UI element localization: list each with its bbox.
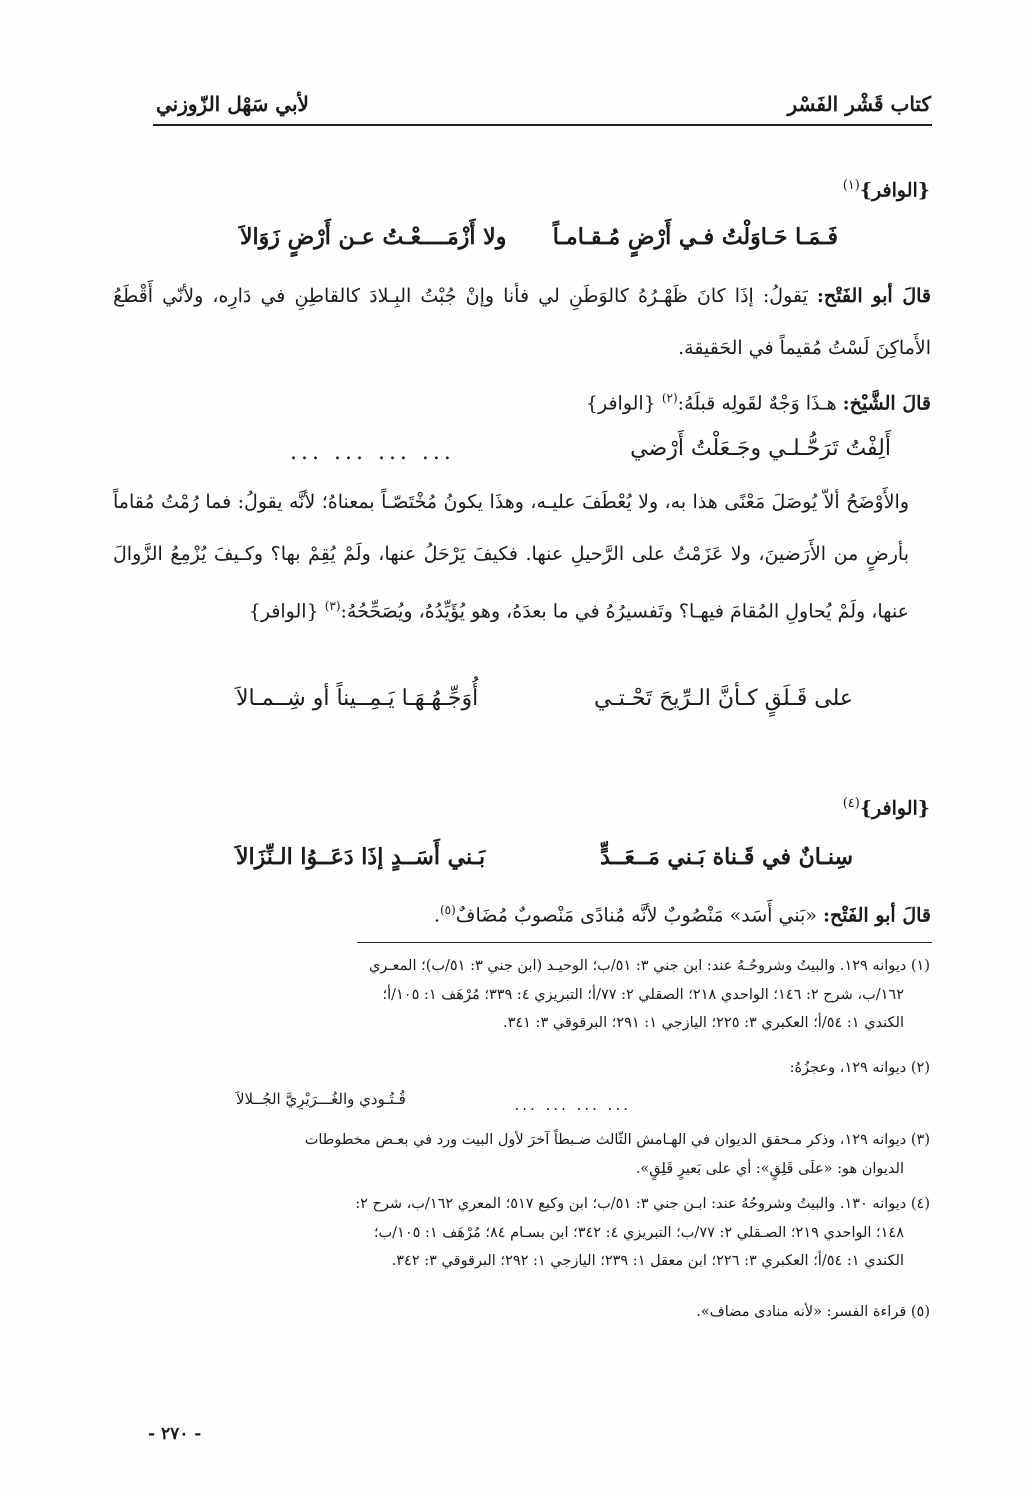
verse-2-hemistich-1: أَلِفْتُ تَرَحُّـلـي وجَـعَلْتُ أَرْضي (630, 436, 891, 461)
footnote-marker: (٥) (439, 903, 456, 917)
sheikh-paragraph (113, 372, 931, 429)
footnote-verse-hemistich-2: قُـتُـودي والغُـــرَيْرِيَّ الجُــلالاَ (236, 1090, 406, 1108)
footnote-1 (112, 952, 930, 1038)
explanation-paragraph (113, 476, 931, 637)
footnote-marker: (٤) (842, 796, 860, 811)
commentary-paragraph (113, 270, 931, 374)
verse-4-hemistich-2: بَـني أَسَــدٍ إذَا دَعَــوُا الـنِّزَالاَ (236, 844, 486, 870)
meter-label (843, 178, 930, 201)
footnote-3 (112, 1126, 930, 1183)
commentary-text: يَقولُ: إذَا كانَ ظَهْـرُهُ كالوَطَنِ لي فأنا وإنْ جُبْتُ البِـلادَ كالقاطِنِ في دَارِه، ولأنّي أَقْطَعُ الأَماكِنَ لَسْتُ مُقيماً في الحَقيقة. (113, 285, 931, 359)
commentary-paragraph-2 (113, 884, 931, 941)
footnote-marker: (٢) (661, 391, 678, 405)
footnote-2 (112, 1054, 930, 1083)
meter-name: {الوافر} (859, 179, 930, 202)
footnote-verse-hemistich-1: ... ... ... ... (514, 1096, 631, 1114)
verse-2-hemistich-2: ... ... ... ... (290, 440, 455, 465)
footnote-line: ١٤٨؛ الواحدي ٢١٩؛ الصـقلي ٢: ٧٧/ب؛ التبريزي ٤: ٣٤٢؛ ابن بسـام ٨٤؛ مُرْهَف ١: ١٠٥/ب؛ (373, 1224, 904, 1241)
running-header-author: لأبي سَهْل الزّوزني (156, 92, 309, 116)
footnote-line: (٥) قراءة الفسر: «لأنه منادى مضاف». (696, 1304, 930, 1320)
running-header-book-title: كتاب قَشْر الفَسْر (787, 92, 931, 116)
commentary-speaker: قالَ أبو الفَتْح: (823, 904, 931, 927)
footnote-marker: (٣) (324, 599, 341, 613)
footnote-line: ١٦٢/ب، شرح ٢: ١٤٦؛ الواحدي ٢١٨؛ الصقلي ٢: ٧٧/أ؛ التبريزي ٤: ٣٣٩؛ مُرْهَف ١: ١٠٥/أ؛ (382, 986, 904, 1003)
sheikh-meter: {الوافر} (585, 392, 656, 415)
explanation-text: والأَوْضَحُ ألاّ يُوصَلَ مَعْنًى هذا به، ولا يُعْطَفَ عليـه، وهذَا يكونُ مُخْتَصّـاً بمعناهُ؛ لأنَّه يقولُ: فما رُمْتُ مُقاماً بأرضٍ من الأَرَضينَ، ولا عَزَمْتُ على الرَّحيلِ عنها. فكيفَ يَرْحَلُ عنها، ولَمْ يُقِمْ بها؟ وكـيفَ يُزْمِعُ الزَّوالَ عنها، ولَمْ يُحاولِ المُقامَ فيهـا؟ وتَفسيرُهُ في ما بعدَهُ، وهو يُؤَيِّدُهُ، ويُصَحِّحُهُ: (113, 491, 909, 623)
commentary-end: . (433, 904, 440, 927)
header-rule (153, 124, 932, 126)
footnote-line: (٤) ديوانه ١٣٠. والبيتُ وشروحُهُ عند: ابـن جني ٣: ٥١/ب؛ ابن وكيع ٥١٧؛ المعري ١٦٢/ب، شرح ٢: (355, 1196, 930, 1212)
footnote-line: (١) ديوانه ١٢٩. والبيتُ وشروحُـهُ عند: ابن جني ٣: ٥١/ب؛ الوحيـد (ابن جني ٣: ٥١/ب)؛ المعـري (369, 958, 930, 974)
page-number: - ٢٧٠ - (148, 1424, 202, 1444)
footnote-marker: (١) (842, 178, 860, 193)
footnote-line: الكندي ١: ٥٤/أ؛ العكبري ٣: ٢٢٥؛ اليازجي ١: ٢٩١؛ البرقوقي ٣: ٣٤١. (502, 1015, 904, 1031)
verse-1-hemistich-2: ولا أَزْمَــــعْـتُ عـن أَرْضٍ زَوَالاَ (240, 224, 507, 250)
verse-1-hemistich-1: فَـمَـا حَـاوَلْتُ فـي أَرْضٍ مُـقـامـاً (552, 224, 838, 250)
verse-4-hemistich-1: سِنـانٌ في قَـناة بَـني مَــعَــدٍّ (600, 844, 853, 870)
footnote-line: الديوان هو: «علَى قَلِقٍ»: أي على بَعيرٍ قَلِقٍ». (635, 1160, 904, 1177)
footnote-line: (٣) ديوانه ١٢٩، وذكر مـحقق الديوان في الهـامش الثّالث ضـبطاً آخرَ لأول البيت ورد في بعـض مخطوطات (304, 1132, 930, 1148)
sheikh-speaker: قالَ الشَّيْخ: (842, 392, 931, 415)
sheikh-text: هـذَا وَجْهٌ لقَولِه قبلَهُ: (677, 392, 837, 415)
explanation-meter: {الوافر} (248, 600, 319, 623)
footnote-5 (112, 1298, 930, 1327)
meter-label (843, 796, 930, 819)
commentary-speaker: قالَ أبو الفَتْح: (816, 285, 931, 307)
commentary-text: «بَني أَسَد» مَنْصُوبٌ لأنَّه مُنادًى مَنْصوبٌ مُضَافٌ (455, 904, 817, 927)
footnote-line: الكندي ١: ٥٤/أ؛ العكبري ٣: ٢٢٦؛ ابن معقل ١: ٢٣٩؛ اليازجي ١: ٢٩٢؛ البرقوقي ٣: ٣٤٢. (391, 1253, 904, 1269)
footnote-line: (٢) ديوانه ١٢٩، وعجزُهُ: (789, 1060, 930, 1076)
verse-3-hemistich-2: أُوَجِّـهُـهَـا يَـمِــيناً أو شِــمـالاَ (236, 686, 479, 711)
footnote-4 (112, 1190, 930, 1276)
meter-name: {الوافر} (859, 797, 930, 820)
footnote-rule (357, 942, 932, 943)
verse-3-hemistich-1: على قَـلَقٍ كـأنَّ الـرِّيحَ تَحْـتـي (593, 686, 853, 711)
